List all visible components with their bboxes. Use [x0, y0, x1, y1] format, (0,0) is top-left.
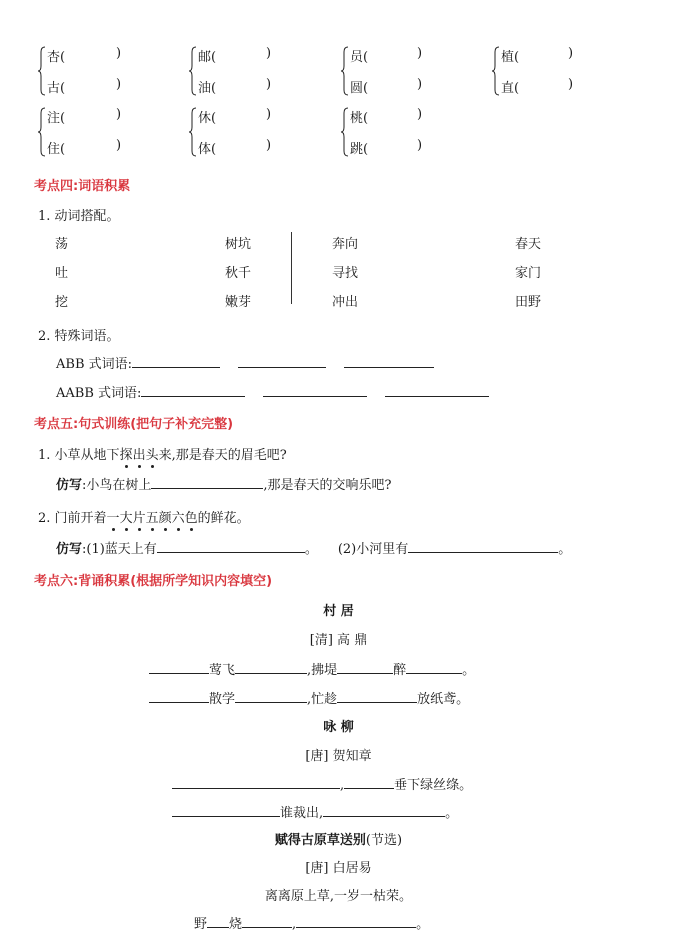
blank-field[interactable] — [151, 474, 263, 489]
dotted-char: 出 — [133, 444, 146, 463]
divider — [291, 232, 292, 304]
poem-text: 垂下绿丝绦。 — [394, 778, 473, 793]
poem-text: ,忙趁 — [307, 692, 338, 707]
dotted-char: 片 — [133, 507, 146, 526]
poem-author: [清] 高 鼎 — [309, 633, 368, 648]
char-item: 杏( — [47, 50, 66, 65]
poem-text: 放纸鸢。 — [417, 692, 470, 707]
sentence — [38, 444, 287, 463]
brace-icon — [492, 46, 498, 96]
blank-field[interactable] — [149, 688, 209, 703]
char-item: 员( — [350, 50, 369, 65]
sentence-part: 1. 小草从地下 — [38, 448, 120, 463]
brace-icon — [189, 107, 195, 157]
sentence-part: 来,那是春天的眉毛吧? — [158, 448, 287, 463]
blank-field[interactable] — [235, 688, 307, 703]
close-paren: ) — [568, 46, 574, 61]
dotted-char: 色 — [185, 507, 198, 526]
dotted-char: 六 — [172, 507, 185, 526]
char-item: 桃( — [350, 111, 369, 126]
sentence-part: :小鸟在树上 — [82, 478, 152, 493]
abb-row — [56, 353, 434, 372]
poem-text: 谁裁出, — [280, 806, 324, 821]
match-word: 冲出 — [332, 295, 359, 310]
char-item: 圆( — [350, 81, 369, 96]
poem-text: 。 — [462, 663, 476, 678]
brace-icon — [341, 107, 347, 157]
poem-author: [唐] 白居易 — [305, 861, 372, 876]
dotted-words — [120, 448, 159, 463]
blank-field[interactable] — [344, 353, 434, 368]
poem-title — [0, 829, 677, 848]
blank-field[interactable] — [207, 913, 229, 928]
poem-text: 醉 — [393, 663, 407, 678]
blank-field[interactable] — [238, 353, 326, 368]
aabb-label: AABB 式词语: — [56, 386, 142, 401]
close-paren: ) — [266, 77, 272, 92]
sentence — [38, 507, 250, 526]
section-title-main: 考点六:背诵积累 — [34, 574, 131, 589]
section-title — [34, 570, 272, 589]
imitation-row — [56, 538, 571, 557]
poem-title: 村 居 — [323, 604, 354, 619]
blank-field[interactable] — [149, 659, 209, 674]
char-item: 休( — [198, 111, 217, 126]
close-paren: ) — [417, 107, 423, 122]
question-label: 2. 特殊词语。 — [38, 329, 120, 344]
close-paren: ) — [417, 77, 423, 92]
poem-line — [172, 774, 472, 793]
match-word: 奔向 — [332, 237, 359, 252]
imitation-label: 仿写 — [56, 542, 83, 557]
poem-line: 离离原上草,一岁一枯荣。 — [264, 889, 413, 904]
blank-field[interactable] — [406, 659, 462, 674]
dotted-char: 一 — [107, 507, 120, 526]
aabb-row — [56, 382, 489, 401]
match-word: 秋千 — [225, 266, 252, 281]
poem-text: 。 — [416, 917, 430, 932]
section-title-main: 考点五:句式训练 — [34, 417, 131, 432]
section-title: 考点四:词语积累 — [34, 179, 131, 194]
sentence-part: ,那是春天的交响乐吧? — [263, 478, 392, 493]
brace-icon — [189, 46, 195, 96]
match-word: 田野 — [515, 295, 542, 310]
match-word: 春天 — [515, 237, 542, 252]
match-word: 荡 — [55, 237, 69, 252]
close-paren: ) — [116, 138, 122, 153]
imitation-row — [56, 474, 392, 493]
close-paren: ) — [116, 46, 122, 61]
poem-title-sub: (节选) — [365, 833, 403, 848]
char-item: 古( — [47, 81, 66, 96]
brace-icon — [38, 46, 44, 96]
match-word: 嫩芽 — [225, 295, 252, 310]
section-title — [34, 413, 233, 432]
close-paren: ) — [417, 138, 423, 153]
question-label: 1. 动词搭配。 — [38, 209, 120, 224]
blank-field[interactable] — [141, 382, 245, 397]
close-paren: ) — [116, 107, 122, 122]
poem-text: 野 — [194, 917, 208, 932]
blank-field[interactable] — [263, 382, 367, 397]
blank-field[interactable] — [172, 774, 340, 789]
char-item: 油( — [198, 81, 217, 96]
char-item: 住( — [47, 142, 66, 157]
match-word: 寻找 — [332, 266, 359, 281]
char-item: 直( — [501, 81, 520, 96]
poem-line — [172, 802, 458, 821]
sentence-part: 的鲜花。 — [197, 511, 250, 526]
poem-line — [194, 913, 429, 932]
poem-text: 散学 — [209, 692, 236, 707]
blank-field[interactable] — [235, 659, 307, 674]
char-item: 跳( — [350, 142, 369, 157]
blank-field[interactable] — [296, 913, 416, 928]
char-item: 注( — [47, 111, 66, 126]
poem-line — [149, 688, 469, 707]
poem-text: , — [340, 778, 345, 793]
close-paren: ) — [568, 77, 574, 92]
char-item: 邮( — [198, 50, 217, 65]
brace-icon — [38, 107, 44, 157]
dotted-char: 探 — [120, 444, 133, 463]
dotted-char: 头 — [146, 444, 159, 463]
poem-text: 。 — [445, 806, 459, 821]
char-item: 植( — [501, 50, 520, 65]
poem-text: , — [292, 917, 297, 932]
section-title-sub: (把句子补充完整) — [130, 417, 234, 432]
section-title-sub: (根据所学知识内容填空) — [130, 574, 273, 589]
poem-author: [唐] 贺知章 — [305, 749, 372, 764]
brace-icon — [341, 46, 347, 96]
blank-field[interactable] — [385, 382, 489, 397]
sentence-part: 。 — [304, 542, 318, 557]
sentence-part: (2)小河里有 — [337, 542, 409, 557]
match-word: 树坑 — [225, 237, 252, 252]
close-paren: ) — [417, 46, 423, 61]
close-paren: ) — [266, 107, 272, 122]
blank-field[interactable] — [323, 802, 445, 817]
blank-field[interactable] — [172, 802, 280, 817]
dotted-char: 五 — [146, 507, 159, 526]
sentence-part: :(1)蓝天上有 — [82, 542, 157, 557]
sentence-part: 。 — [558, 542, 572, 557]
match-word: 吐 — [55, 266, 69, 281]
blank-field[interactable] — [242, 913, 292, 928]
blank-field[interactable] — [408, 538, 558, 553]
poem-line — [149, 659, 475, 678]
blank-field[interactable] — [344, 774, 394, 789]
poem-text: 烧 — [229, 917, 243, 932]
blank-field[interactable] — [157, 538, 305, 553]
abb-label: ABB 式词语: — [56, 357, 133, 372]
close-paren: ) — [266, 138, 272, 153]
poem-text: ,拂堤 — [307, 663, 338, 678]
close-paren: ) — [116, 77, 122, 92]
dotted-char: 大 — [120, 507, 133, 526]
imitation-label: 仿写 — [56, 478, 83, 493]
blank-field[interactable] — [337, 659, 393, 674]
blank-field[interactable] — [132, 353, 220, 368]
char-item: 体( — [198, 142, 217, 157]
match-word: 挖 — [55, 295, 69, 310]
blank-field[interactable] — [337, 688, 417, 703]
poem-text: 莺飞 — [209, 663, 236, 678]
match-word: 家门 — [515, 266, 542, 281]
dotted-words — [107, 511, 198, 526]
poem-title: 咏 柳 — [323, 720, 354, 735]
sentence-part: 2. 门前开着 — [38, 511, 107, 526]
dotted-char: 颜 — [159, 507, 172, 526]
close-paren: ) — [266, 46, 272, 61]
poem-title-main: 赋得古原草送别 — [274, 833, 366, 848]
